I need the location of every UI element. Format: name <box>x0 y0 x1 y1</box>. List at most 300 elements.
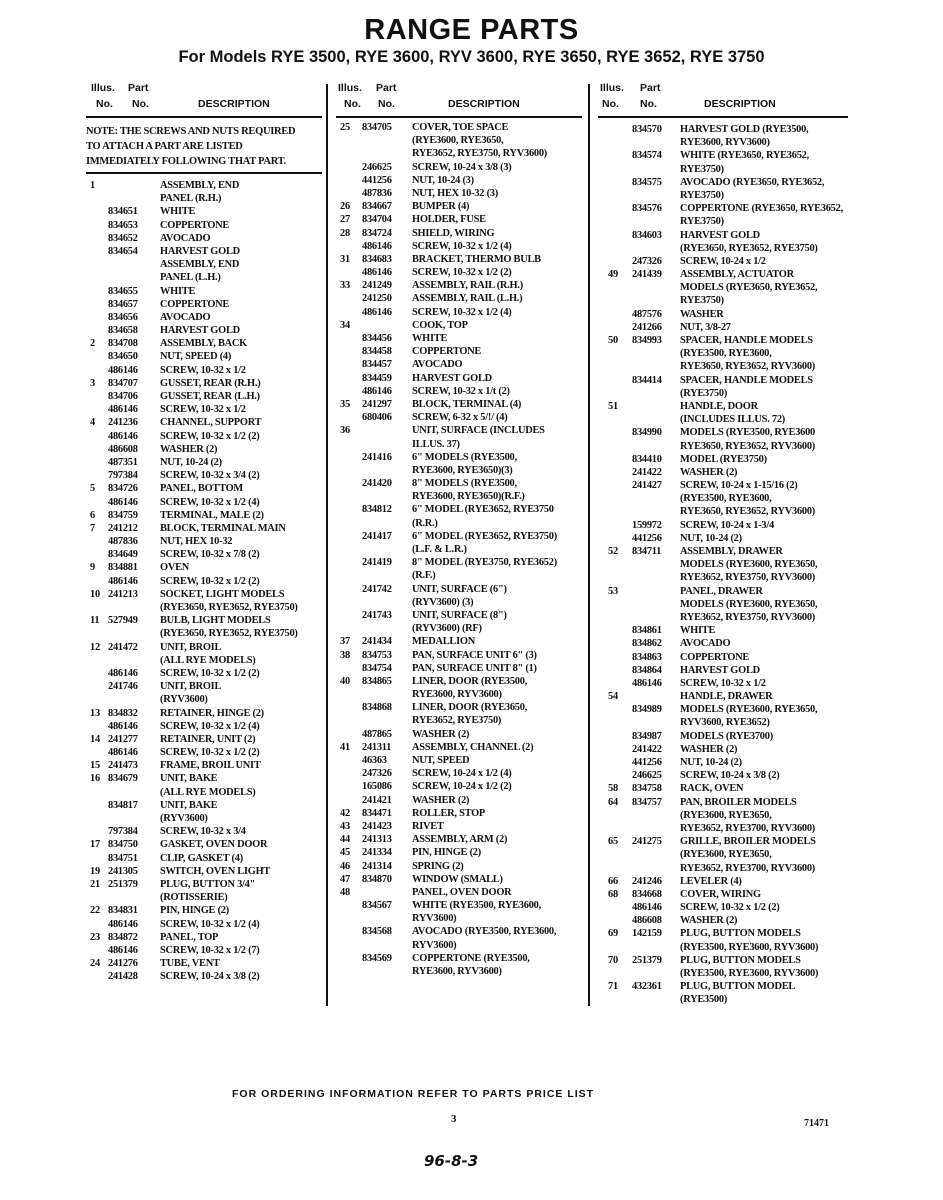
part-description: (RYV3600) <box>160 694 208 706</box>
part-description: (RYE3500, RYE3600, RYV3600) <box>680 968 819 979</box>
parts-row <box>86 469 326 482</box>
parts-row <box>336 279 586 292</box>
parts-row <box>336 332 586 345</box>
parts-row <box>86 443 326 456</box>
part-number: 487865 <box>362 728 392 740</box>
part-number: 241276 <box>108 958 138 970</box>
parts-row <box>336 292 586 305</box>
parts-row <box>86 878 326 891</box>
illus-number: 70 <box>608 954 618 966</box>
part-number: 241250 <box>362 293 392 305</box>
part-description: (L.F. & L.R.) <box>412 544 467 555</box>
part-number: 834711 <box>632 546 662 557</box>
column-divider <box>326 84 328 1006</box>
parts-row <box>598 611 868 624</box>
part-description: (RYV3600) (RF) <box>412 623 482 635</box>
part-number: 486146 <box>108 575 138 587</box>
part-number: 241427 <box>632 480 662 492</box>
parts-column-2 <box>336 82 582 977</box>
illus-number: 51 <box>608 400 618 412</box>
part-description: MODELS (RYE3700) <box>680 730 773 742</box>
part-description: RYE3600, RYV3600) <box>412 689 502 701</box>
part-description: WASHER (2) <box>412 728 470 740</box>
part-number: 241746 <box>108 681 138 693</box>
parts-row <box>598 730 868 743</box>
part-description: PIN, HINGE (2) <box>160 905 229 917</box>
parts-column-1 <box>86 82 322 983</box>
part-description: NUT, 10-24 (2) <box>160 456 222 468</box>
part-description: HARVEST GOLD <box>680 664 760 676</box>
part-description: MODELS (RYE3600, RYE3650, <box>680 598 818 610</box>
parts-row <box>598 558 868 571</box>
part-description: PLUG, BUTTON 3/4" <box>160 878 256 890</box>
part-number: 241423 <box>362 820 392 832</box>
parts-row <box>86 219 326 232</box>
illus-number: 36 <box>340 425 350 437</box>
parts-row <box>598 334 868 347</box>
part-description: SCREW, 10-32 x 1/2 (4) <box>412 306 512 318</box>
header-illus: Illus. <box>91 82 115 94</box>
part-description: 8" MODEL (RYE3750, RYE3652) <box>412 557 557 569</box>
parts-row <box>86 456 326 469</box>
part-description: HARVEST GOLD <box>680 229 760 241</box>
part-number: 241439 <box>632 269 662 281</box>
illus-number: 19 <box>90 865 100 877</box>
part-description: COPPERTONE (RYE3500, <box>412 952 530 964</box>
parts-row <box>336 227 586 240</box>
parts-row <box>86 667 326 680</box>
handwritten-annotation: 96-8-3 <box>424 1152 479 1170</box>
parts-row <box>86 707 326 720</box>
part-number: 680406 <box>362 412 392 424</box>
part-description: COPPERTONE (RYE3650, RYE3652, <box>680 203 843 215</box>
illus-number: 49 <box>608 269 618 281</box>
illus-number: 27 <box>340 214 350 226</box>
part-description: SCREW, 10-32 x 1/2 (2) <box>680 902 780 914</box>
part-number: 486146 <box>632 902 662 914</box>
illus-number: 11 <box>90 615 100 627</box>
note-line: TO ATTACH A PART ARE LISTED <box>86 141 243 152</box>
part-description: FRAME, BROIL UNIT <box>160 760 261 772</box>
part-description: RYE3600, RYV3600) <box>412 966 502 977</box>
page-title: RANGE PARTS <box>364 14 579 46</box>
parts-row <box>598 835 868 848</box>
header-illus: Illus. <box>338 82 362 94</box>
parts-row <box>86 641 326 654</box>
illus-number: 2 <box>90 338 95 350</box>
part-description: (RYV3600) (3) <box>412 596 474 608</box>
part-description: (RYE3600, RYE3650, <box>412 135 504 147</box>
part-description: RYE3750) <box>680 189 724 201</box>
part-number: 486608 <box>108 443 138 455</box>
part-description: SCREW, 10-32 x 1/2 (2) <box>412 267 512 279</box>
parts-row <box>86 614 326 627</box>
illus-number: 16 <box>90 773 100 785</box>
part-number: 834990 <box>632 427 662 439</box>
part-description: GRILLE, BROILER MODELS <box>680 836 816 848</box>
part-description: ASSEMBLY, ARM (2) <box>412 834 508 846</box>
parts-row <box>86 509 326 522</box>
parts-row <box>86 746 326 759</box>
page-number: 3 <box>451 1113 457 1125</box>
part-number: 834655 <box>108 285 138 297</box>
illus-number: 58 <box>608 783 618 795</box>
parts-row <box>86 931 326 944</box>
part-description: HARVEST GOLD <box>412 372 492 384</box>
parts-row <box>598 796 868 809</box>
parts-row <box>86 377 326 390</box>
parts-row <box>598 466 868 479</box>
part-description: SCREW, 10-32 x 1/2 (2) <box>160 430 260 442</box>
parts-row <box>336 780 586 793</box>
part-number: 834706 <box>108 391 138 402</box>
illus-number: 37 <box>340 636 350 648</box>
parts-row <box>598 229 868 242</box>
part-description: RYE3750) <box>680 295 724 307</box>
part-description: RYE3652, RYE3750, RYV3600) <box>680 572 815 584</box>
parts-row <box>86 759 326 772</box>
parts-row <box>598 716 868 729</box>
illus-number: 68 <box>608 888 618 900</box>
part-number: 834726 <box>108 483 138 495</box>
part-number: 486146 <box>108 364 138 376</box>
parts-list <box>86 179 326 983</box>
parts-row <box>598 321 868 334</box>
part-description: COVER, WIRING <box>680 888 761 900</box>
parts-row <box>598 598 868 611</box>
part-description: SCREW, 10-32 x 1/2 (4) <box>160 496 260 508</box>
part-description: SCREW, 10-24 x 1-15/16 (2) <box>680 480 798 492</box>
part-description: ASSEMBLY, CHANNEL (2) <box>412 741 534 753</box>
part-number: 527949 <box>108 615 138 627</box>
part-number: 486146 <box>632 677 662 689</box>
illus-number: 31 <box>340 253 350 265</box>
part-number: 834653 <box>108 219 138 231</box>
part-description: RYV3600, RYE3652) <box>680 717 770 729</box>
parts-row <box>86 944 326 957</box>
part-number: 834753 <box>362 649 392 661</box>
parts-row <box>86 654 326 667</box>
header-description: DESCRIPTION <box>704 98 776 110</box>
part-description: HANDLE, DOOR <box>680 400 758 412</box>
part-number: 834758 <box>632 783 662 795</box>
part-description: SOCKET, LIGHT MODELS <box>160 588 285 600</box>
illus-number: 5 <box>90 483 95 495</box>
parts-row <box>86 285 326 298</box>
part-number: 834759 <box>108 509 138 521</box>
part-description: RYE3652, RYE3750, RYV3600) <box>412 148 547 160</box>
parts-row <box>86 522 326 535</box>
part-description: SCREW, 10-32 x 1/2 (4) <box>160 918 260 930</box>
parts-row <box>336 240 586 253</box>
parts-row <box>598 347 868 360</box>
part-number: 834865 <box>362 675 392 687</box>
parts-row <box>336 965 586 978</box>
part-description: (RYV3600) <box>160 813 208 824</box>
part-number: 165086 <box>362 781 392 793</box>
part-description: TERMINAL, MALE (2) <box>160 509 264 521</box>
part-description: ASSEMBLY, BACK <box>160 338 247 350</box>
parts-row <box>86 337 326 350</box>
part-number: 834868 <box>362 702 392 714</box>
illus-number: 45 <box>340 847 350 859</box>
part-description: RYE3650, RYE3652, RYV3600) <box>680 440 815 452</box>
parts-row <box>86 772 326 785</box>
parts-row <box>336 187 586 200</box>
part-description: AVOCADO <box>160 232 211 244</box>
parts-row <box>336 319 586 332</box>
parts-row <box>336 411 586 424</box>
column-header <box>336 82 582 118</box>
parts-row <box>86 416 326 429</box>
part-number: 251379 <box>632 954 662 966</box>
part-description: MODEL (RYE3750) <box>680 453 767 465</box>
illus-number: 42 <box>340 807 350 819</box>
part-description: RYE3750) <box>680 163 724 175</box>
part-description: RACK, OVEN <box>680 783 744 795</box>
parts-row <box>336 161 586 174</box>
parts-row <box>598 519 868 532</box>
illus-number: 9 <box>90 562 95 574</box>
illus-number: 33 <box>340 280 350 292</box>
part-number: 241422 <box>632 466 662 478</box>
part-description: BULB, LIGHT MODELS <box>160 615 271 627</box>
note-line: NOTE: THE SCREWS AND NUTS REQUIRED <box>86 126 296 137</box>
part-description: COVER, TOE SPACE <box>412 122 509 133</box>
illus-number: 71 <box>608 981 618 993</box>
part-description: ASSEMBLY, ACTUATOR <box>680 269 794 281</box>
parts-row <box>598 782 868 795</box>
illus-number: 38 <box>340 649 350 661</box>
parts-row <box>86 403 326 416</box>
part-description: RYE3652, RYE3700, RYV3600) <box>680 862 815 874</box>
part-number: 241422 <box>632 743 662 755</box>
part-number: 834457 <box>362 359 392 371</box>
part-description: COPPERTONE <box>160 219 230 231</box>
part-description: UNIT, BROIL <box>160 681 222 693</box>
models-subtitle: For Models RYE 3500, RYE 3600, RYV 3600, RYE 3650, RYE 3652, RYE 3750 <box>178 48 765 66</box>
part-description: PLUG, BUTTON MODELS <box>680 928 801 940</box>
part-number: 834569 <box>362 952 392 964</box>
part-description: SPRING (2) <box>412 860 464 872</box>
part-number: 834658 <box>108 325 138 337</box>
part-description: RYE3652, RYE3750, RYV3600) <box>680 611 815 623</box>
parts-row <box>336 358 586 371</box>
part-description: UNIT, SURFACE (6") <box>412 583 507 595</box>
part-number: 834458 <box>362 346 392 358</box>
parts-row <box>336 266 586 279</box>
parts-row <box>336 569 586 582</box>
parts-row <box>336 662 586 675</box>
part-number: 797384 <box>108 470 138 482</box>
illus-number: 1 <box>90 180 95 191</box>
parts-row <box>86 245 326 258</box>
parts-row <box>336 952 586 965</box>
part-number: 834870 <box>362 873 392 885</box>
part-number: 834576 <box>632 203 662 215</box>
part-description: RYE3600, RYV3600) <box>680 137 770 149</box>
part-description: (ALL RYE MODELS) <box>160 786 256 798</box>
header-description: DESCRIPTION <box>448 98 520 110</box>
header-part: Part <box>376 82 397 94</box>
parts-row <box>336 754 586 767</box>
parts-row <box>598 281 868 294</box>
parts-row <box>336 899 586 912</box>
part-description: (RYE3650, RYE3652, RYE3750) <box>160 602 298 613</box>
part-description: ASSEMBLY, DRAWER <box>680 546 783 557</box>
part-number: 834817 <box>108 799 138 811</box>
header-part: Part <box>640 82 661 94</box>
parts-row <box>336 200 586 213</box>
parts-row <box>336 596 586 609</box>
part-description: NUT, HEX 10-32 <box>160 536 233 548</box>
part-description: (RYE3500, RYE3600, <box>680 348 772 360</box>
part-number: 487836 <box>362 187 392 199</box>
illus-number: 23 <box>90 931 100 943</box>
parts-row <box>336 873 586 886</box>
part-number: 241742 <box>362 583 392 595</box>
parts-row <box>86 786 326 799</box>
parts-row <box>336 728 586 741</box>
part-number: 486146 <box>108 404 138 416</box>
part-description: LINER, DOOR (RYE3500, <box>412 675 528 687</box>
parts-row <box>86 680 326 693</box>
parts-row <box>86 970 326 983</box>
part-number: 834568 <box>362 926 392 938</box>
part-number: 834864 <box>632 664 662 676</box>
part-description: CHANNEL, SUPPORT <box>160 417 262 429</box>
parts-row <box>86 904 326 917</box>
part-number: 246625 <box>632 770 662 782</box>
illus-number: 41 <box>340 741 350 753</box>
part-number: 486146 <box>108 747 138 759</box>
part-description: RETAINER, UNIT (2) <box>160 733 256 745</box>
illus-number: 54 <box>608 691 618 703</box>
part-description: NUT, HEX 10-32 (3) <box>412 187 498 199</box>
part-description: (RYE3600, RYE3650, <box>680 849 772 861</box>
parts-row <box>598 413 868 426</box>
parts-row <box>598 426 868 439</box>
part-description: RIVET <box>412 820 444 832</box>
column-header <box>598 82 848 118</box>
parts-row <box>598 690 868 703</box>
part-description: GUSSET, REAR (L.H.) <box>160 391 260 402</box>
header-illus-no: No. <box>602 98 619 110</box>
parts-row <box>598 901 868 914</box>
part-description: (RYE3500) <box>680 994 728 1006</box>
part-number: 486146 <box>362 306 392 318</box>
parts-row <box>598 176 868 189</box>
parts-row <box>86 852 326 865</box>
part-number: 486146 <box>362 267 392 279</box>
illus-number: 69 <box>608 928 618 940</box>
part-number: 241334 <box>362 847 392 859</box>
part-description: WHITE <box>412 333 448 344</box>
illus-number: 53 <box>608 585 618 597</box>
illus-number: 3 <box>90 377 95 389</box>
parts-row <box>336 134 586 147</box>
part-description: WHITE (RYE3650, RYE3652, <box>680 150 809 162</box>
part-description: AVOCADO (RYE3650, RYE3652, <box>680 176 825 188</box>
part-description: SCREW, 10-32 x 1/t (2) <box>412 385 510 397</box>
part-description: 6" MODEL (RYE3652, RYE3750) <box>412 530 557 542</box>
part-description: SPACER, HANDLE MODELS <box>680 374 813 386</box>
part-description: SCREW, 10-24 x 3/8 (2) <box>680 770 780 782</box>
parts-row <box>86 838 326 851</box>
part-description: WHITE (RYE3500, RYE3600, <box>412 900 541 912</box>
parts-row <box>598 664 868 677</box>
parts-row <box>336 147 586 160</box>
part-description: RYE3650, RYE3652, RYV3600) <box>680 361 815 373</box>
parts-row <box>598 703 868 716</box>
parts-row <box>336 464 586 477</box>
part-description: ASSEMBLY, RAIL (R.H.) <box>412 280 523 292</box>
part-number: 834574 <box>632 150 662 162</box>
part-description: SCREW, 6-32 x 5/!/ (4) <box>412 412 508 424</box>
illus-number: 34 <box>340 319 350 331</box>
part-number: 834652 <box>108 232 138 244</box>
part-number: 486146 <box>108 720 138 732</box>
parts-row <box>86 865 326 878</box>
parts-row <box>598 862 868 875</box>
parts-row <box>598 360 868 373</box>
part-description: NUT, SPEED <box>412 755 470 766</box>
part-description: GUSSET, REAR (R.H.) <box>160 377 261 389</box>
part-number: 241305 <box>108 865 138 877</box>
part-description: HARVEST GOLD <box>160 245 240 257</box>
part-number: 834872 <box>108 931 138 943</box>
parts-row <box>86 298 326 311</box>
parts-row <box>598 479 868 492</box>
part-number: 159972 <box>632 519 662 531</box>
part-description: WASHER (2) <box>680 466 738 478</box>
part-description: (ROTISSERIE) <box>160 892 228 904</box>
parts-row <box>86 350 326 363</box>
part-description: AVOCADO <box>412 359 463 371</box>
parts-row <box>86 324 326 337</box>
parts-row <box>598 202 868 215</box>
part-number: 834683 <box>362 253 392 265</box>
parts-row <box>86 430 326 443</box>
part-description: MODELS (RYE3500, RYE3600 <box>680 427 815 439</box>
part-number: 486608 <box>632 915 662 927</box>
illus-number: 65 <box>608 836 618 848</box>
parts-row <box>336 925 586 938</box>
illus-number: 15 <box>90 760 100 772</box>
parts-row <box>336 345 586 358</box>
part-description: (RYE3750) <box>680 387 728 399</box>
parts-row <box>86 271 326 284</box>
part-number: 441256 <box>362 174 392 186</box>
part-description: 8" MODELS (RYE3500, <box>412 478 517 490</box>
part-description: (RYE3650, RYE3652, RYE3750) <box>160 628 298 640</box>
part-number: 241434 <box>362 636 392 648</box>
part-description: WASHER (2) <box>160 443 218 455</box>
part-number: 834993 <box>632 335 662 346</box>
parts-row <box>336 174 586 187</box>
parts-row <box>86 548 326 561</box>
header-illus: Illus. <box>600 82 624 94</box>
parts-row <box>86 957 326 970</box>
parts-row <box>336 807 586 820</box>
parts-row <box>86 179 326 192</box>
part-number: 834668 <box>632 888 662 900</box>
parts-row <box>598 215 868 228</box>
header-description: DESCRIPTION <box>198 98 270 110</box>
parts-row <box>86 311 326 324</box>
parts-row <box>598 387 868 400</box>
part-description: OVEN <box>160 562 190 574</box>
